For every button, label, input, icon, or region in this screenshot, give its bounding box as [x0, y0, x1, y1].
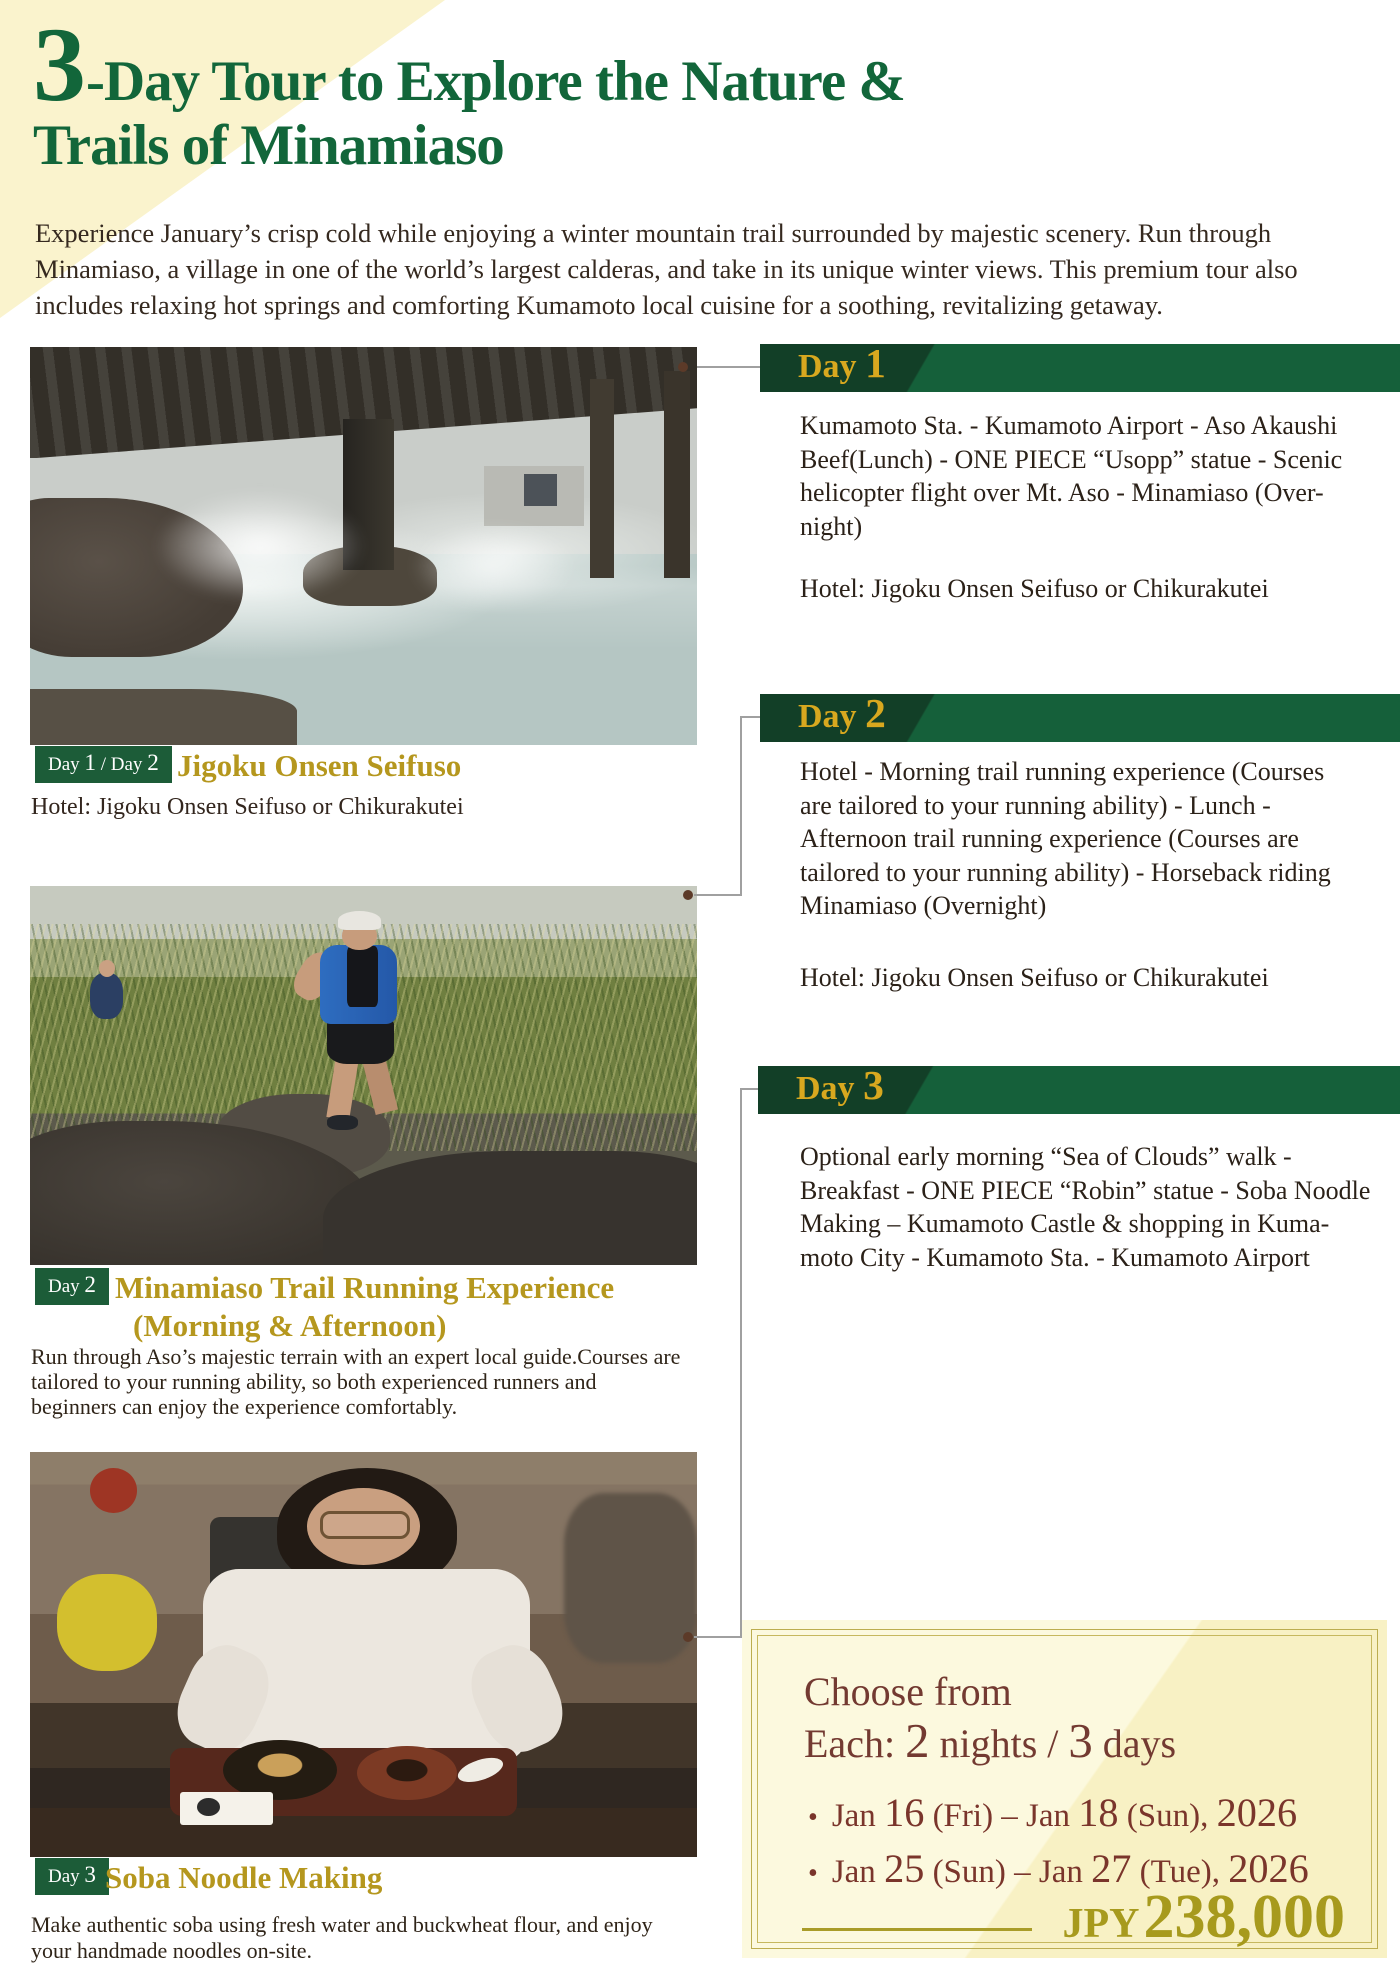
- photo-trail-running: [30, 886, 697, 1265]
- price-value: [1063, 1882, 1346, 1953]
- itinerary-line: Minamiaso (Overnight): [800, 891, 1047, 920]
- day1-banner: [760, 340, 1400, 392]
- intro-line: Minamiaso, a village in one of the world’s largest calderas, and take in its unique winter views. This premium tour also: [35, 254, 1298, 284]
- title-number: 3: [33, 6, 86, 123]
- connector-line-day2: [740, 716, 760, 718]
- desc-line: tailored to your running ability, so both experienced runners and: [31, 1369, 597, 1394]
- itinerary-line: moto City - Kumamoto Sta. - Kumamoto Airport: [800, 1242, 1310, 1272]
- day2-banner-label: Day 2: [798, 690, 886, 736]
- intro-paragraph: [35, 215, 1298, 323]
- connector-line-day2: [740, 716, 742, 896]
- desc-line: your handmade noodles on-site.: [31, 1938, 313, 1963]
- photo-trail-runner-cap: [338, 911, 381, 930]
- day-badge-2: Day 2: [35, 1268, 109, 1305]
- connector-dot-day1: [678, 362, 688, 372]
- desc-line: Run through Aso’s majestic terrain with an expert local guide.Courses are: [31, 1344, 681, 1369]
- connector-dot-day3: [683, 1632, 693, 1642]
- itinerary-line: are tailored to your running ability) - Lunch -: [800, 790, 1271, 820]
- itinerary-line: Kumamoto Sta. - Kumamoto Airport - Aso Akaushi: [800, 411, 1338, 440]
- caption-title-trail-2: (Morning & Afternoon): [133, 1308, 447, 1343]
- photo-soba-making: [30, 1452, 697, 1857]
- day1-itinerary: [800, 409, 1400, 543]
- connector-line-day3: [740, 1088, 758, 1090]
- itinerary-line: Breakfast - ONE PIECE “Robin” statue - Soba Noodle: [800, 1175, 1371, 1205]
- price-box: [742, 1620, 1387, 1958]
- title-line1: -Day Tour to Explore the Nature &: [86, 50, 905, 113]
- day2-itinerary: [800, 755, 1400, 923]
- day-badge-3: Day 3: [35, 1858, 109, 1895]
- itinerary-line: helicopter flight over Mt. Aso - Minamiaso (Over-: [800, 478, 1324, 507]
- desc-line: Make authentic soba using fresh water and buckwheat flour, and enjoy: [31, 1912, 653, 1937]
- caption-hotel-line: Hotel: Jigoku Onsen Seifuso or Chikurakutei: [31, 794, 464, 820]
- price-currency: JPY: [1062, 1901, 1140, 1947]
- itinerary-line: Afternoon trail running experience (Courses are: [800, 824, 1299, 853]
- caption-title-onsen: Jigoku Onsen Seifuso: [177, 748, 462, 783]
- photo-soba-dipping-bowl: [357, 1746, 457, 1801]
- day-badge-1: Day 1 / Day 2: [35, 746, 172, 783]
- photo-onsen: [30, 347, 697, 745]
- itinerary-line: Hotel - Morning trail running experience (Courses: [800, 757, 1325, 786]
- day1-banner-label: Day 1: [798, 340, 886, 386]
- photo-onsen-steam: [377, 506, 610, 625]
- itinerary-line: Optional early morning “Sea of Clouds” walk -: [800, 1142, 1292, 1171]
- caption-desc-trail: [31, 1344, 680, 1419]
- connector-line-day2: [694, 894, 742, 896]
- photo-soba-lantern: [90, 1468, 137, 1513]
- day2-hotel-line: Hotel: Jigoku Onsen Seifuso or Chikurakutei: [800, 963, 1269, 992]
- itinerary-line: night): [800, 511, 863, 541]
- connector-line-day1: [697, 366, 760, 368]
- caption-title-soba: Soba Noodle Making: [105, 1860, 383, 1895]
- photo-soba-yellow-jacket: [57, 1574, 157, 1671]
- itinerary-line: tailored to your running ability) - Horseback riding: [800, 857, 1331, 887]
- caption-desc-soba: [31, 1912, 653, 1964]
- day3-banner-label: Day 3: [796, 1062, 884, 1108]
- day3-itinerary: [800, 1140, 1400, 1274]
- photo-trail-runner-shoe: [327, 1115, 358, 1130]
- intro-line: Experience January’s crisp cold while enjoying a winter mountain trail surrounded by majestic scenery. Run through: [35, 218, 1272, 248]
- day2-banner: [760, 690, 1400, 742]
- desc-line: beginners can enjoy the experience comfortably.: [31, 1394, 458, 1419]
- itinerary-line: Beef(Lunch) - ONE PIECE “Usopp” statue - Scenic: [800, 444, 1343, 474]
- photo-onsen-steam: [110, 466, 410, 625]
- price-duration: Each: 2 nights / 3 days: [804, 1714, 1177, 1768]
- title-line2: Trails of Minamiaso: [33, 114, 504, 178]
- connector-dot-day2: [683, 890, 693, 900]
- tour-date-option-2: • Jan 25 (Sun) – Jan 27 (Tue), 2026: [808, 1854, 1309, 1891]
- day3-banner: [758, 1062, 1400, 1114]
- photo-soba-background-guest: [564, 1493, 697, 1663]
- price-divider-line: [802, 1928, 1032, 1931]
- connector-line-day3: [694, 1636, 742, 1638]
- intro-line: includes relaxing hot springs and comforting Kumamoto local cuisine for a soothing, revitalizing getaway.: [35, 290, 1163, 320]
- photo-soba-noodle-bowl: [223, 1740, 336, 1801]
- photo-soba-card: [180, 1792, 273, 1824]
- page-title: [33, 6, 905, 178]
- photo-trail-runner-shorts: [327, 1019, 394, 1064]
- photo-trail-second-runner: [90, 973, 123, 1018]
- photo-trail-runner-vest: [347, 946, 378, 1007]
- caption-title-trail: Minamiaso Trail Running Experience: [115, 1270, 615, 1305]
- day1-hotel-line: Hotel: Jigoku Onsen Seifuso or Chikurakutei: [800, 574, 1269, 603]
- itinerary-line: Making – Kumamoto Castle & shopping in Kuma-: [800, 1209, 1330, 1238]
- price-heading: Choose from: [804, 1669, 1012, 1714]
- tour-date-option-1: • Jan 16 (Fri) – Jan 18 (Sun), 2026: [808, 1798, 1297, 1835]
- photo-onsen-rock-edge: [30, 689, 297, 745]
- connector-line-day3: [740, 1088, 742, 1638]
- price-amount: 238,000: [1143, 1883, 1345, 1951]
- photo-trail-rock: [323, 1151, 697, 1265]
- photo-onsen-post: [664, 371, 691, 578]
- photo-onsen-hut-window: [524, 474, 557, 506]
- photo-soba-woman-glasses: [320, 1511, 409, 1539]
